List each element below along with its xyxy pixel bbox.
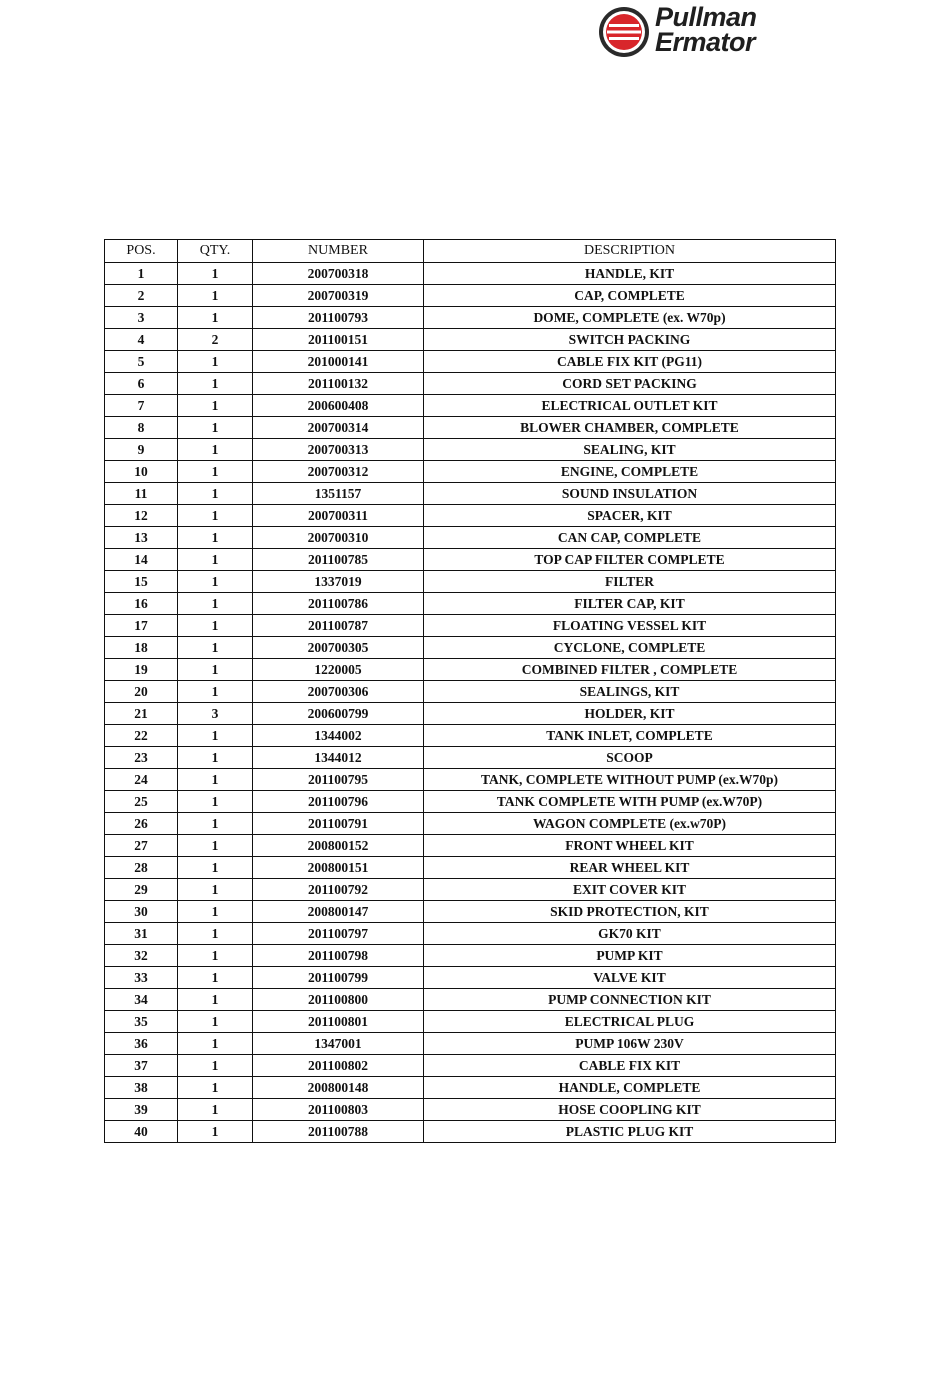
table-row (105, 395, 836, 417)
cell-number: 200700305 (253, 637, 424, 659)
header-pos: POS. (105, 240, 178, 263)
cell-pos: 2 (105, 285, 178, 307)
table-row (105, 857, 836, 879)
cell-qty: 1 (178, 901, 253, 923)
cell-description: SCOOP (424, 747, 836, 769)
table-row (105, 967, 836, 989)
cell-qty: 1 (178, 439, 253, 461)
cell-number: 201100785 (253, 549, 424, 571)
cell-qty: 1 (178, 373, 253, 395)
cell-description: PUMP KIT (424, 945, 836, 967)
cell-qty: 1 (178, 1033, 253, 1055)
table-row (105, 703, 836, 725)
cell-pos: 30 (105, 901, 178, 923)
cell-number: 201100792 (253, 879, 424, 901)
table-row (105, 1099, 836, 1121)
header-row (105, 240, 836, 263)
cell-number: 201100801 (253, 1011, 424, 1033)
cell-number: 200800151 (253, 857, 424, 879)
cell-qty: 1 (178, 967, 253, 989)
table-body (105, 263, 836, 1143)
cell-description: FILTER (424, 571, 836, 593)
cell-number: 201100132 (253, 373, 424, 395)
table-row (105, 989, 836, 1011)
cell-number: 201100799 (253, 967, 424, 989)
cell-pos: 33 (105, 967, 178, 989)
cell-pos: 29 (105, 879, 178, 901)
table-row (105, 527, 836, 549)
cell-pos: 1 (105, 263, 178, 285)
cell-description: SWITCH PACKING (424, 329, 836, 351)
cell-pos: 11 (105, 483, 178, 505)
cell-pos: 15 (105, 571, 178, 593)
cell-description: SEALINGS, KIT (424, 681, 836, 703)
table-row (105, 769, 836, 791)
table-row (105, 901, 836, 923)
cell-description: ELECTRICAL PLUG (424, 1011, 836, 1033)
cell-qty: 1 (178, 505, 253, 527)
cell-description: SKID PROTECTION, KIT (424, 901, 836, 923)
cell-number: 1337019 (253, 571, 424, 593)
cell-qty: 1 (178, 681, 253, 703)
cell-qty: 1 (178, 1055, 253, 1077)
table-row (105, 659, 836, 681)
cell-qty: 1 (178, 879, 253, 901)
cell-qty: 1 (178, 923, 253, 945)
cell-qty: 1 (178, 351, 253, 373)
cell-qty: 1 (178, 615, 253, 637)
table-row (105, 483, 836, 505)
cell-qty: 1 (178, 549, 253, 571)
cell-description: SEALING, KIT (424, 439, 836, 461)
cell-number: 1344012 (253, 747, 424, 769)
table-row (105, 373, 836, 395)
table-row (105, 725, 836, 747)
table-row (105, 923, 836, 945)
brand-logo (597, 2, 807, 60)
cell-qty: 3 (178, 703, 253, 725)
table-row (105, 351, 836, 373)
cell-number: 201100788 (253, 1121, 424, 1143)
table-row (105, 571, 836, 593)
table-row (105, 505, 836, 527)
cell-pos: 5 (105, 351, 178, 373)
cell-pos: 25 (105, 791, 178, 813)
cell-description: PUMP 106W 230V (424, 1033, 836, 1055)
cell-number: 1344002 (253, 725, 424, 747)
cell-pos: 24 (105, 769, 178, 791)
cell-description: EXIT COVER KIT (424, 879, 836, 901)
cell-number: 201100795 (253, 769, 424, 791)
cell-qty: 1 (178, 461, 253, 483)
cell-description: HOSE COOPLING KIT (424, 1099, 836, 1121)
table-row (105, 329, 836, 351)
cell-number: 1351157 (253, 483, 424, 505)
cell-pos: 19 (105, 659, 178, 681)
cell-description: FRONT WHEEL KIT (424, 835, 836, 857)
cell-pos: 16 (105, 593, 178, 615)
brand-name-line2: Ermator (655, 27, 756, 57)
cell-number: 200700313 (253, 439, 424, 461)
table-row (105, 879, 836, 901)
cell-description: CAP, COMPLETE (424, 285, 836, 307)
table-row (105, 263, 836, 285)
cell-qty: 1 (178, 989, 253, 1011)
cell-description: SOUND INSULATION (424, 483, 836, 505)
cell-number: 200700306 (253, 681, 424, 703)
cell-number: 200700319 (253, 285, 424, 307)
cell-pos: 13 (105, 527, 178, 549)
cell-qty: 1 (178, 263, 253, 285)
cell-description: SPACER, KIT (424, 505, 836, 527)
cell-description: CYCLONE, COMPLETE (424, 637, 836, 659)
cell-description: COMBINED FILTER , COMPLETE (424, 659, 836, 681)
cell-number: 200800147 (253, 901, 424, 923)
table-row (105, 461, 836, 483)
cell-number: 201100800 (253, 989, 424, 1011)
table-row (105, 1033, 836, 1055)
cell-pos: 34 (105, 989, 178, 1011)
cell-description: HOLDER, KIT (424, 703, 836, 725)
cell-description: WAGON COMPLETE (ex.w70P) (424, 813, 836, 835)
cell-qty: 1 (178, 1011, 253, 1033)
header-description: DESCRIPTION (424, 240, 836, 263)
pullman-logo-icon (597, 5, 651, 59)
cell-number: 200800152 (253, 835, 424, 857)
table-header (105, 240, 836, 263)
cell-qty: 1 (178, 1121, 253, 1143)
cell-pos: 17 (105, 615, 178, 637)
cell-description: FLOATING VESSEL KIT (424, 615, 836, 637)
cell-description: CAN CAP, COMPLETE (424, 527, 836, 549)
cell-description: HANDLE, COMPLETE (424, 1077, 836, 1099)
cell-pos: 36 (105, 1033, 178, 1055)
cell-qty: 1 (178, 483, 253, 505)
cell-pos: 35 (105, 1011, 178, 1033)
cell-description: TANK COMPLETE WITH PUMP (ex.W70P) (424, 791, 836, 813)
cell-qty: 1 (178, 747, 253, 769)
cell-qty: 1 (178, 659, 253, 681)
cell-pos: 22 (105, 725, 178, 747)
cell-number: 201100151 (253, 329, 424, 351)
cell-pos: 28 (105, 857, 178, 879)
cell-number: 200700310 (253, 527, 424, 549)
cell-number: 201100798 (253, 945, 424, 967)
table-row (105, 835, 836, 857)
cell-qty: 1 (178, 791, 253, 813)
table-row (105, 549, 836, 571)
table-row (105, 285, 836, 307)
table-row (105, 439, 836, 461)
cell-number: 1220005 (253, 659, 424, 681)
cell-description: DOME, COMPLETE (ex. W70p) (424, 307, 836, 329)
cell-pos: 20 (105, 681, 178, 703)
cell-number: 201100791 (253, 813, 424, 835)
cell-qty: 1 (178, 571, 253, 593)
table-row (105, 681, 836, 703)
cell-description: HANDLE, KIT (424, 263, 836, 285)
cell-qty: 1 (178, 527, 253, 549)
cell-pos: 8 (105, 417, 178, 439)
cell-description: ELECTRICAL OUTLET KIT (424, 395, 836, 417)
cell-qty: 1 (178, 285, 253, 307)
cell-number: 201100787 (253, 615, 424, 637)
cell-pos: 26 (105, 813, 178, 835)
cell-description: REAR WHEEL KIT (424, 857, 836, 879)
cell-pos: 31 (105, 923, 178, 945)
cell-description: BLOWER CHAMBER, COMPLETE (424, 417, 836, 439)
cell-qty: 2 (178, 329, 253, 351)
cell-number: 200700318 (253, 263, 424, 285)
table-row (105, 1011, 836, 1033)
cell-number: 200700312 (253, 461, 424, 483)
cell-number: 201100796 (253, 791, 424, 813)
header-number: NUMBER (253, 240, 424, 263)
cell-number: 201100786 (253, 593, 424, 615)
parts-list-table (104, 239, 836, 1143)
cell-qty: 1 (178, 725, 253, 747)
cell-description: PUMP CONNECTION KIT (424, 989, 836, 1011)
cell-pos: 32 (105, 945, 178, 967)
cell-number: 200700314 (253, 417, 424, 439)
cell-pos: 18 (105, 637, 178, 659)
cell-pos: 27 (105, 835, 178, 857)
cell-description: TANK, COMPLETE WITHOUT PUMP (ex.W70p) (424, 769, 836, 791)
cell-number: 200700311 (253, 505, 424, 527)
cell-qty: 1 (178, 593, 253, 615)
cell-description: PLASTIC PLUG KIT (424, 1121, 836, 1143)
cell-pos: 14 (105, 549, 178, 571)
table-row (105, 307, 836, 329)
table-row (105, 945, 836, 967)
cell-qty: 1 (178, 1099, 253, 1121)
table-row (105, 417, 836, 439)
cell-pos: 9 (105, 439, 178, 461)
cell-description: CABLE FIX KIT (424, 1055, 836, 1077)
cell-number: 201100793 (253, 307, 424, 329)
cell-pos: 6 (105, 373, 178, 395)
cell-number: 201000141 (253, 351, 424, 373)
cell-pos: 3 (105, 307, 178, 329)
cell-number: 201100803 (253, 1099, 424, 1121)
header-qty: QTY. (178, 240, 253, 263)
cell-qty: 1 (178, 813, 253, 835)
cell-description: TANK INLET, COMPLETE (424, 725, 836, 747)
cell-pos: 38 (105, 1077, 178, 1099)
table-row (105, 813, 836, 835)
cell-description: FILTER CAP, KIT (424, 593, 836, 615)
cell-pos: 10 (105, 461, 178, 483)
cell-number: 201100802 (253, 1055, 424, 1077)
cell-pos: 39 (105, 1099, 178, 1121)
cell-qty: 1 (178, 945, 253, 967)
cell-description: CABLE FIX KIT (PG11) (424, 351, 836, 373)
cell-qty: 1 (178, 857, 253, 879)
table-row (105, 615, 836, 637)
cell-pos: 4 (105, 329, 178, 351)
brand-name-line1: Pullman (655, 2, 757, 32)
cell-description: VALVE KIT (424, 967, 836, 989)
cell-pos: 12 (105, 505, 178, 527)
cell-description: CORD SET PACKING (424, 373, 836, 395)
cell-pos: 37 (105, 1055, 178, 1077)
cell-pos: 7 (105, 395, 178, 417)
table-row (105, 747, 836, 769)
table-row (105, 1077, 836, 1099)
cell-pos: 23 (105, 747, 178, 769)
cell-qty: 1 (178, 395, 253, 417)
table-row (105, 1121, 836, 1143)
cell-number: 1347001 (253, 1033, 424, 1055)
table-row (105, 1055, 836, 1077)
cell-qty: 1 (178, 835, 253, 857)
cell-qty: 1 (178, 769, 253, 791)
table-row (105, 791, 836, 813)
cell-number: 200600408 (253, 395, 424, 417)
cell-number: 200600799 (253, 703, 424, 725)
cell-qty: 1 (178, 417, 253, 439)
cell-pos: 21 (105, 703, 178, 725)
table-row (105, 637, 836, 659)
cell-description: ENGINE, COMPLETE (424, 461, 836, 483)
cell-description: GK70 KIT (424, 923, 836, 945)
cell-pos: 40 (105, 1121, 178, 1143)
cell-qty: 1 (178, 307, 253, 329)
table-row (105, 593, 836, 615)
cell-qty: 1 (178, 1077, 253, 1099)
cell-qty: 1 (178, 637, 253, 659)
cell-number: 200800148 (253, 1077, 424, 1099)
cell-description: TOP CAP FILTER COMPLETE (424, 549, 836, 571)
cell-number: 201100797 (253, 923, 424, 945)
